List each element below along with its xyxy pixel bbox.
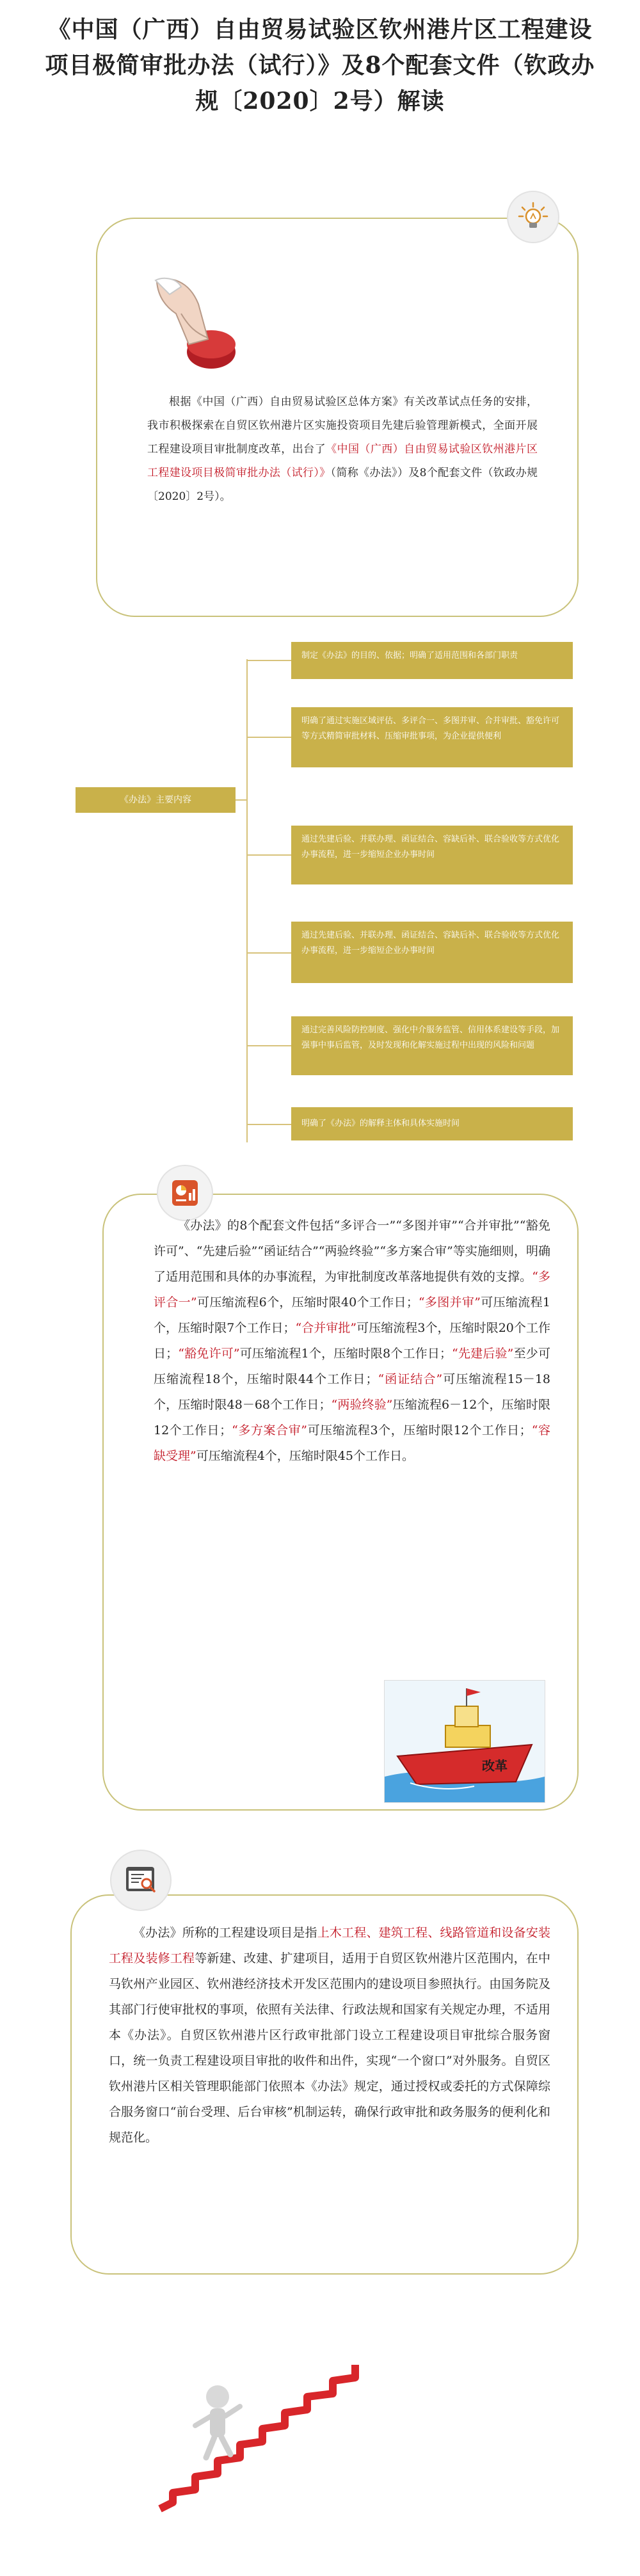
diagram-connector (246, 660, 291, 661)
lightbulb-icon (507, 191, 559, 243)
highlight-term: “多图并审” (418, 1295, 481, 1309)
highlight-term: “函证结合” (378, 1372, 443, 1386)
text-run: 可压缩流程3个，压缩时限12个工作日； (307, 1423, 532, 1437)
text-run: 可压缩流程1个，压缩时限8个工作日； (239, 1347, 452, 1361)
diagram-spine (246, 659, 248, 1142)
text-run: 可压缩流程4个，压缩时限45个工作日。 (196, 1449, 414, 1463)
text-run: 《办法》的8个配套文件包括“多评合一”“多图并审”“合并审批”“豁免许可”、“先建后验”“函证结合”“两验终验”“多方案合审”等实施细则，明确了适用范围和具体的办事流程，为审批制度改革落地提供有效的支撑。 (154, 1219, 550, 1284)
highlight-term: “豁免许可” (178, 1347, 240, 1361)
highlight-term: “多评合一” (154, 1270, 550, 1309)
diagram-item: 明确了通过实施区域评估、多评合一、多图并审、合并审批、豁免许可等方式精简审批材料、压缩审批事项，为企业提供便利 (291, 707, 573, 767)
diagram-item: 明确了《办法》的解释主体和具体实施时间 (291, 1107, 573, 1140)
diagram-item: 通过先建后验、并联办理、函证结合、容缺后补、联合验收等方式优化办事流程，进一步缩短企业办事时间 (291, 922, 573, 983)
diagram-connector (246, 854, 291, 856)
diagram-connector (246, 737, 291, 738)
text-run: 至少可压缩流程18个，压缩时限44个工作日； (154, 1347, 550, 1386)
diagram-root: 《办法》主要内容 (76, 787, 236, 813)
ship-banner-text: 改革 (482, 1758, 508, 1773)
stamp-illustration (144, 269, 240, 378)
scope-paragraph (109, 1920, 550, 2150)
search-document-icon (110, 1850, 172, 1911)
intro-text-tail: （简称《办法》）及8个配套文件（钦政办规〔2020〕2号）。 (147, 467, 538, 503)
reform-ship-illustration (384, 1680, 545, 1803)
highlight-term: “容缺受理” (154, 1423, 550, 1463)
text-run: 《办法》所称的工程建设项目是指 (133, 1926, 317, 1940)
text-run: 可压缩流程1个，压缩时限7个工作日； (154, 1295, 550, 1335)
diagram-connector (246, 1045, 291, 1046)
highlight-term: “合并审批” (295, 1321, 357, 1335)
diagram-item: 通过完善风险防控制度、强化中介服务监管、信用体系建设等手段，加强事中事后监管，及时发现和化解实施过程中出现的风险和问题 (291, 1016, 573, 1075)
diagram-item: 制定《办法》的目的、依据；明确了适用范围和各部门职责 (291, 642, 573, 679)
highlight-term: “先建后验” (452, 1347, 514, 1361)
stairs-illustration (134, 2336, 403, 2528)
intro-paragraph (147, 390, 538, 509)
text-run: 压缩流程6－12个，压缩时限12个工作日； (154, 1398, 550, 1437)
text-run: 等新建、改建、扩建项目，适用于自贸区钦州港片区范围内，在中马钦州产业园区、钦州港经济技术开发区范围内的建设项目参照执行。由国务院及其部门行使审批权的事项，依照有关法律、行政法规和国家有关规定办理，不适用本《办法》。自贸区钦州港片区行政审批部门设立工程建设项目审批综合服务窗口，统一负责工程建设项目审批的收件和出件，实现“一个窗口”对外服务。自贸区钦州港片区相关管理职能部门依照本《办法》规定，通过授权或委托的方式保障综合服务窗口“前台受理、后台审核”机制运转，确保行政审批和政务服务的便利化和规范化。 (109, 1951, 550, 2145)
text-run: 可压缩流程6个，压缩时限40个工作日； (196, 1295, 419, 1309)
text-run: 可压缩流程3个，压缩时限20个工作日； (154, 1321, 550, 1361)
highlight-term: “两验终验” (331, 1398, 393, 1412)
diagram-connector (246, 1124, 291, 1125)
intro-text-plain: 根据《中国（广西）自由贸易试验区总体方案》有关改革试点任务的安排，我市积极探索在自贸区钦州港片区实施投资项目先建后验管理新模式，全面开展工程建设项目审批制度改革，出台了 (147, 396, 538, 456)
highlight-term: 上木工程、建筑工程、线路管道和设备安装工程及装修工程 (109, 1926, 550, 1965)
diagram-connector (246, 952, 291, 954)
supporting-docs-paragraph (154, 1213, 550, 1469)
text-run: 可压缩流程15－18个，压缩时限48－68个工作日； (154, 1372, 550, 1412)
intro-text-highlight: 《中国（广西）自由贸易试验区钦州港片区工程建设项目极简审批办法（试行）》 (147, 443, 538, 479)
diagram-item: 通过先建后验、并联办理、函证结合、容缺后补、联合验收等方式优化办事流程，进一步缩短企业办事时间 (291, 826, 573, 884)
diagram-connector-root (236, 799, 247, 801)
highlight-term: “多方案合审” (232, 1423, 307, 1437)
page-title: 《中国（广西）自由贸易试验区钦州港片区工程建设项目极简审批办法（试行）》及8个配套文件（钦政办规〔2020〕2号）解读 (45, 16, 595, 115)
